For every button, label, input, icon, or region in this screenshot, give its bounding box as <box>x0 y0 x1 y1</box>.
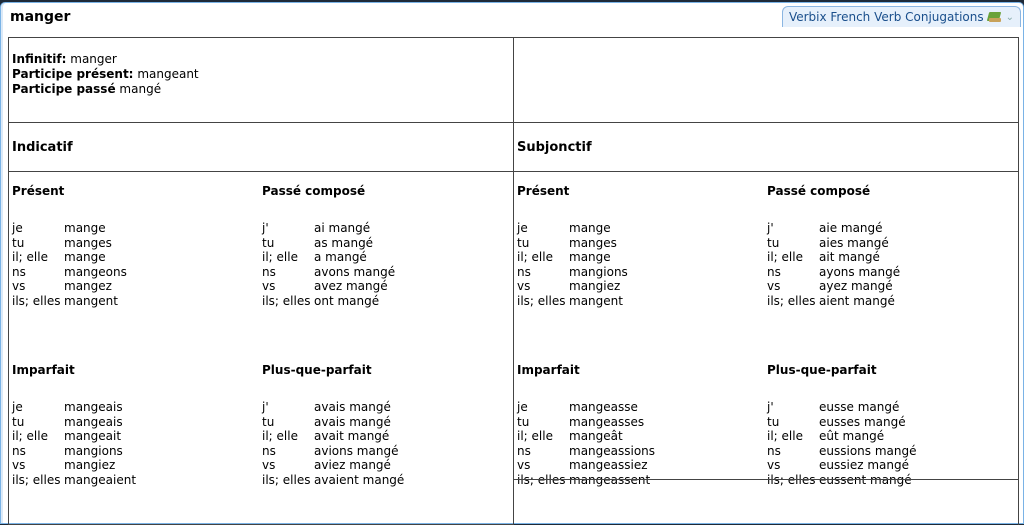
conjugation-row <box>12 473 257 488</box>
pronoun: tu <box>12 414 25 429</box>
pronoun: vs <box>517 458 531 473</box>
chevron-down-icon[interactable]: ⌄ <box>1005 11 1014 23</box>
conjugation-row <box>12 429 257 444</box>
conjugation-row <box>517 236 762 251</box>
empty-info-cell <box>514 38 1019 123</box>
verb-form: avais mangé <box>314 414 391 429</box>
indicatif-present-block <box>12 184 257 309</box>
tense-title: Passé composé <box>262 184 366 198</box>
conjugation-row <box>12 250 257 265</box>
conjugation-row <box>767 429 1012 444</box>
verb-form: mangeasse <box>569 400 638 414</box>
subjonctif-plus-que-parfait-block <box>767 363 1012 488</box>
conjugation-row <box>12 458 257 473</box>
verb-form: as mangé <box>314 235 374 250</box>
tense-title: Présent <box>517 184 570 198</box>
pronoun: ns <box>767 264 781 279</box>
conjugation-row <box>262 415 507 430</box>
verb-form: ayons mangé <box>819 264 901 279</box>
pronoun: vs <box>262 458 276 473</box>
verb-info-cell <box>9 38 514 123</box>
conjugation-row <box>12 415 257 430</box>
verb-form: mangeons <box>64 264 127 279</box>
conjugation-row <box>517 473 762 488</box>
participe-present-value: mangeant <box>137 67 199 81</box>
verb-form: mange <box>64 221 106 235</box>
pronoun: tu <box>767 414 780 429</box>
infinitif-label: Infinitif: <box>12 52 67 66</box>
pronoun: vs <box>767 458 781 473</box>
conjugation-row <box>262 294 507 309</box>
pronoun: ils; elles <box>12 293 61 308</box>
conjugation-row <box>767 444 1012 459</box>
participe-present-line <box>12 67 510 82</box>
verb-form: eusse mangé <box>819 400 900 414</box>
conjugation-list <box>517 221 762 309</box>
pronoun: il; elle <box>767 429 803 444</box>
conjugation-row <box>262 221 507 236</box>
conjugation-row <box>517 221 762 236</box>
conjugation-list <box>517 400 762 488</box>
pronoun: je <box>517 400 528 414</box>
conjugation-row <box>517 458 762 473</box>
tense-title: Plus-que-parfait <box>767 363 877 377</box>
verb-form: a mangé <box>314 250 367 265</box>
verb-form: manges <box>569 235 617 250</box>
verb-form <box>569 473 650 488</box>
subjonctif-cell <box>514 172 1019 525</box>
pronoun: j' <box>767 400 774 414</box>
pronoun: ns <box>517 264 531 279</box>
pronoun: j' <box>262 400 269 414</box>
pronoun: tu <box>262 414 275 429</box>
tense-title: Passé composé <box>767 184 871 198</box>
verb-form: manges <box>64 235 112 250</box>
mood-heading-indicatif: Indicatif <box>9 123 514 172</box>
pronoun: ns <box>262 264 276 279</box>
conjugation-row <box>262 429 507 444</box>
verb-form: mangeassiez <box>569 458 648 473</box>
verb-form: avez mangé <box>314 279 388 294</box>
verb-form: avaient mangé <box>314 472 405 487</box>
conjugation-list <box>262 221 507 309</box>
conjugation-list <box>262 400 507 488</box>
mood-heading-subjonctif: Subjonctif <box>514 123 1019 172</box>
pronoun <box>517 473 569 488</box>
participe-present-label: Participe présent: <box>12 67 134 81</box>
pronoun: il; elle <box>517 429 553 444</box>
verb-form: mange <box>569 221 611 235</box>
subjonctif-imparfait-block <box>517 363 762 488</box>
conjugation-row <box>517 294 762 309</box>
verb-form <box>819 473 912 488</box>
verb-form: mangeassions <box>569 443 656 458</box>
pronoun: il; elle <box>517 250 553 265</box>
subjonctif-bottom-divider <box>513 479 1018 480</box>
verbix-gadget-menu[interactable] <box>782 6 1021 27</box>
pronoun: tu <box>517 235 530 250</box>
pronoun: il; elle <box>262 250 298 265</box>
verb-form: mangeais <box>64 400 123 414</box>
conjugation-row <box>767 236 1012 251</box>
pronoun: j' <box>262 221 269 235</box>
verb-form: mange <box>64 250 106 265</box>
gadget-label: Verbix French Verb Conjugations <box>788 9 984 24</box>
verb-form: ont mangé <box>314 293 380 308</box>
verb-form: aie mangé <box>819 221 883 235</box>
conjugation-table <box>8 37 1019 525</box>
verb-form: mangeait <box>64 429 122 444</box>
indicatif-passe-compose-block <box>262 184 507 309</box>
pronoun: il; elle <box>262 429 298 444</box>
participe-passe-value: mangé <box>119 82 162 96</box>
pronoun: il; elle <box>767 250 803 265</box>
conjugation-row <box>767 265 1012 280</box>
conjugation-row <box>767 400 1012 415</box>
conjugation-list <box>767 221 1012 309</box>
verb-form: mangez <box>64 279 112 294</box>
tense-title: Plus-que-parfait <box>262 363 372 377</box>
verb-form: eusses mangé <box>819 414 906 429</box>
pronoun: ils; elles <box>517 293 566 308</box>
pronoun: tu <box>767 235 780 250</box>
conjugation-row <box>12 265 257 280</box>
book-icon <box>988 11 1002 23</box>
verb-form: avons mangé <box>314 264 396 279</box>
conjugation-row <box>767 279 1012 294</box>
pronoun: vs <box>12 279 26 294</box>
tense-title: Imparfait <box>12 363 75 377</box>
verb-form: avions mangé <box>314 443 399 458</box>
verb-form: eussiez mangé <box>819 458 909 473</box>
verb-form: mangiez <box>64 458 116 473</box>
conjugation-row <box>767 250 1012 265</box>
conjugation-row <box>262 250 507 265</box>
conjugation-row <box>12 221 257 236</box>
verb-form: aviez mangé <box>314 458 391 473</box>
pronoun: ns <box>517 443 531 458</box>
subjonctif-present-block <box>517 184 762 309</box>
conjugation-row <box>517 429 762 444</box>
conjugation-row <box>262 265 507 280</box>
verb-form: mangeasses <box>569 414 645 429</box>
infinitif-value: manger <box>70 52 117 66</box>
conjugation-list <box>12 221 257 309</box>
conjugation-row <box>262 400 507 415</box>
pronoun: j' <box>767 221 774 235</box>
conjugation-row <box>262 444 507 459</box>
conjugation-row <box>767 294 1012 309</box>
verb-form: mangeaient <box>64 472 137 487</box>
conjugation-row <box>262 473 507 488</box>
conjugation-list <box>12 400 257 488</box>
pronoun: vs <box>767 279 781 294</box>
pronoun: tu <box>262 235 275 250</box>
verb-form: ai mangé <box>314 221 371 235</box>
conjugation-row <box>767 415 1012 430</box>
conjugation-row <box>517 400 762 415</box>
conjugation-row <box>12 294 257 309</box>
pronoun: je <box>12 400 23 414</box>
conjugation-row <box>517 415 762 430</box>
conjugation-row <box>517 444 762 459</box>
tense-title: Imparfait <box>517 363 580 377</box>
subjonctif-passe-compose-block <box>767 184 1012 309</box>
conjugation-row <box>767 458 1012 473</box>
pronoun: il; elle <box>12 250 48 265</box>
pronoun: tu <box>517 414 530 429</box>
pronoun: ils; elles <box>262 293 311 308</box>
conjugation-row <box>12 400 257 415</box>
verb-form: aient mangé <box>819 293 895 308</box>
indicatif-cell <box>9 172 514 525</box>
verb-form: avais mangé <box>314 400 391 414</box>
conjugation-row <box>12 444 257 459</box>
conjugation-row <box>12 236 257 251</box>
verb-title: manger <box>10 9 71 25</box>
conjugation-row <box>517 265 762 280</box>
pronoun <box>767 473 819 488</box>
indicatif-imparfait-block <box>12 363 257 488</box>
pronoun: vs <box>262 279 276 294</box>
verb-form: mange <box>569 250 611 265</box>
pronoun: ils; elles <box>12 472 61 487</box>
conjugation-row <box>262 279 507 294</box>
verb-form: mangeât <box>569 429 623 444</box>
pronoun: ils; elles <box>262 472 311 487</box>
conjugation-row <box>767 221 1012 236</box>
participe-passe-label: Participe passé <box>12 82 116 96</box>
verb-form: mangent <box>64 293 118 308</box>
infinitif-line <box>12 52 510 67</box>
pronoun: je <box>12 221 23 235</box>
verb-form: mangeais <box>64 414 123 429</box>
pronoun: tu <box>12 235 25 250</box>
pronoun: ils; elles <box>767 293 816 308</box>
pronoun: ns <box>12 264 26 279</box>
participe-passe-line <box>12 82 510 97</box>
tense-title: Présent <box>12 184 65 198</box>
verb-form: mangions <box>64 443 123 458</box>
conjugation-row <box>517 279 762 294</box>
verb-form: eussions mangé <box>819 443 917 458</box>
indicatif-plus-que-parfait-block <box>262 363 507 488</box>
verb-form: mangions <box>569 264 628 279</box>
conjugation-list <box>767 400 1012 488</box>
pronoun: vs <box>12 458 26 473</box>
verb-form: mangiez <box>569 279 621 294</box>
conjugation-row <box>767 473 1012 488</box>
pronoun: vs <box>517 279 531 294</box>
conjugation-row <box>262 458 507 473</box>
pronoun: je <box>517 221 528 235</box>
pronoun: il; elle <box>12 429 48 444</box>
verb-form: avait mangé <box>314 429 390 444</box>
pronoun: ns <box>767 443 781 458</box>
verb-form: eût mangé <box>819 429 885 444</box>
pronoun: ns <box>12 443 26 458</box>
verb-form: ait mangé <box>819 250 880 265</box>
verb-form: aies mangé <box>819 235 889 250</box>
conjugation-row <box>12 279 257 294</box>
conjugation-row <box>517 250 762 265</box>
pronoun: ns <box>262 443 276 458</box>
verb-form: mangent <box>569 293 623 308</box>
verb-form: ayez mangé <box>819 279 893 294</box>
conjugation-row <box>262 236 507 251</box>
